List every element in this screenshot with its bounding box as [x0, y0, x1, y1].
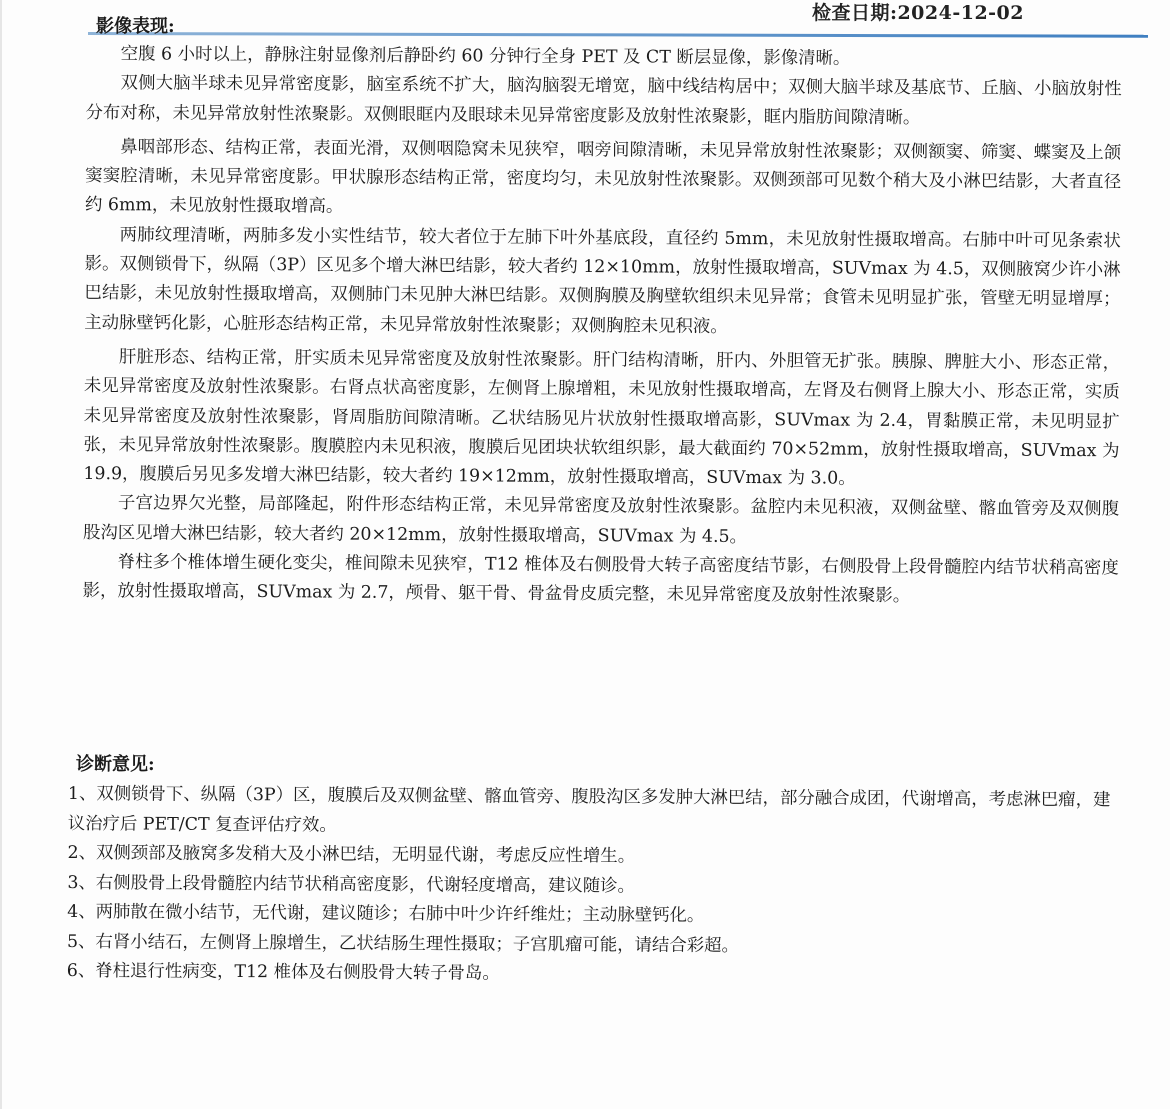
findings-paragraph-pelvis: 子宫边界欠光整，局部隆起，附件形态结构正常，未见异常密度及放射性浓聚影。盆腔内未见积液，双侧盆壁、髂血管旁及双侧腹股沟区见增大淋巴结影，较大者约 20×12mm，放射性摄取增高，SUVmax 为 4.5。: [82, 493, 1120, 547]
findings-paragraph-scan-protocol: 空腹 6 小时以上，静脉注射显像剂后静卧约 60 分钟行全身 PET 及 CT 断层显像，影像清晰。: [120, 44, 851, 69]
diagnosis-item: 3、右侧股骨上段骨髓腔内结节状稍高密度影，代谢轻度增高，建议随诊。: [67, 872, 636, 896]
diagnosis-heading: 诊断意见:: [76, 754, 155, 775]
diagnosis-item: 1、双侧锁骨下、纵隔（3P）区，腹膜后及双侧盆壁、髂血管旁、腹股沟区多发肿大淋巴结，部分融合成团，代谢增高，考虑淋巴瘤，建议治疗后 PET/CT 复查评估疗效。: [67, 783, 1111, 836]
diagnosis-body: [67, 780, 1118, 993]
findings-body: [83, 40, 1122, 613]
findings-paragraph-head-neck: 鼻咽部形态、结构正常，表面光滑，双侧咽隐窝未见狭窄，咽旁间隙清晰，未见异常放射性浓聚影；双侧额窦、筛窦、蝶窦及上颌窦窦腔清晰，未见异常密度影。甲状腺形态结构正常，密度均匀，未见放射性浓聚影。双侧颈部可见数个稍大及小淋巴结影，大者直径约 6mm，未见放射性摄取增高。: [84, 137, 1122, 218]
findings-paragraph-chest: 两肺纹理清晰，两肺多发小实性结节，较大者位于左肺下叶外基底段，直径约 5mm，未见放射性摄取增高。右肺中叶可见条索状影。双侧锁骨下，纵隔（3P）区见多个增大淋巴结影，较大者约 12×10mm，放射性摄取增高，SUVmax 为 4.5，双侧腋窝少许小淋巴结影，未见放射性摄取增高，双侧肺门未见肿大淋巴结影。双侧胸膜及胸壁软组织未见异常；食管未见明显扩张，管壁无明显增厚；主动脉壁钙化影，心脏形态结构正常，未见异常放射性浓聚影；双侧胸腔未见积液。: [84, 224, 1121, 337]
diagnosis-item: 6、脊柱退行性病变，T12 椎体及右侧股骨大转子骨岛。: [66, 960, 500, 984]
header-divider: [88, 32, 1148, 38]
scan-edge: [0, 0, 2, 1109]
findings-paragraph-skeleton: 脊柱多个椎体增生硬化变尖，椎间隙未见狭窄，T12 椎体及右侧股骨大转子高密度结节影，右侧股骨上段骨髓腔内结节状稍高密度影，放射性摄取增高，SUVmax 为 2.7，颅骨、躯干骨、骨盆骨皮质完整，未见异常密度及放射性浓聚影。: [82, 552, 1119, 607]
findings-heading: 影像表现:: [96, 16, 175, 37]
findings-paragraph-brain: 双侧大脑半球未见异常密度影，脑室系统不扩大，脑沟脑裂无增宽，脑中线结构居中；双侧大脑半球及基底节、丘脑、小脑放射性分布对称，未见异常放射性浓聚影。双侧眼眶内及眼球未见异常密度影及放射性浓聚影，眶内脂肪间隙清晰。: [85, 73, 1122, 128]
diagnosis-list: [67, 780, 1118, 993]
diagnosis-item: 2、双侧颈部及腋窝多发稍大及小淋巴结，无明显代谢，考虑反应性增生。: [67, 842, 636, 867]
diagnosis-item: 4、两肺散在微小结节，无代谢，建议随诊；右肺中叶少许纤维灶；主动脉壁钙化。: [67, 901, 705, 926]
findings-paragraph-abdomen: 肝脏形态、结构正常，肝实质未见异常密度及放射性浓聚影。肝门结构清晰，肝内、外胆管无扩张。胰腺、脾脏大小、形态正常，未见异常密度及放射性浓聚影。右肾点状高密度影，左侧肾上腺增粗，未见放射性摄取增高，左肾及右侧肾上腺大小、形态正常，实质未见异常密度及放射性浓聚影，肾周脂肪间隙清晰。乙状结肠见片状放射性摄取增高影，SUVmax 为 2.4，胃黏膜正常，未见明显扩张，未见异常放射性浓聚影。腹膜腔内未见积液，腹膜后见团块状软组织影，最大截面约 70×52mm，放射性摄取增高，SUVmax 为 19.9，腹膜后另见多发增大淋巴结影，较大者约 19×12mm，放射性摄取增高，SUVmax 为 3.0。: [83, 347, 1121, 489]
diagnosis-item: 5、右肾小结石，左侧肾上腺增生，乙状结肠生理性摄取；子宫肌瘤可能，请结合彩超。: [66, 931, 739, 956]
exam-date: 检查日期:2024-12-02: [811, 2, 1024, 24]
